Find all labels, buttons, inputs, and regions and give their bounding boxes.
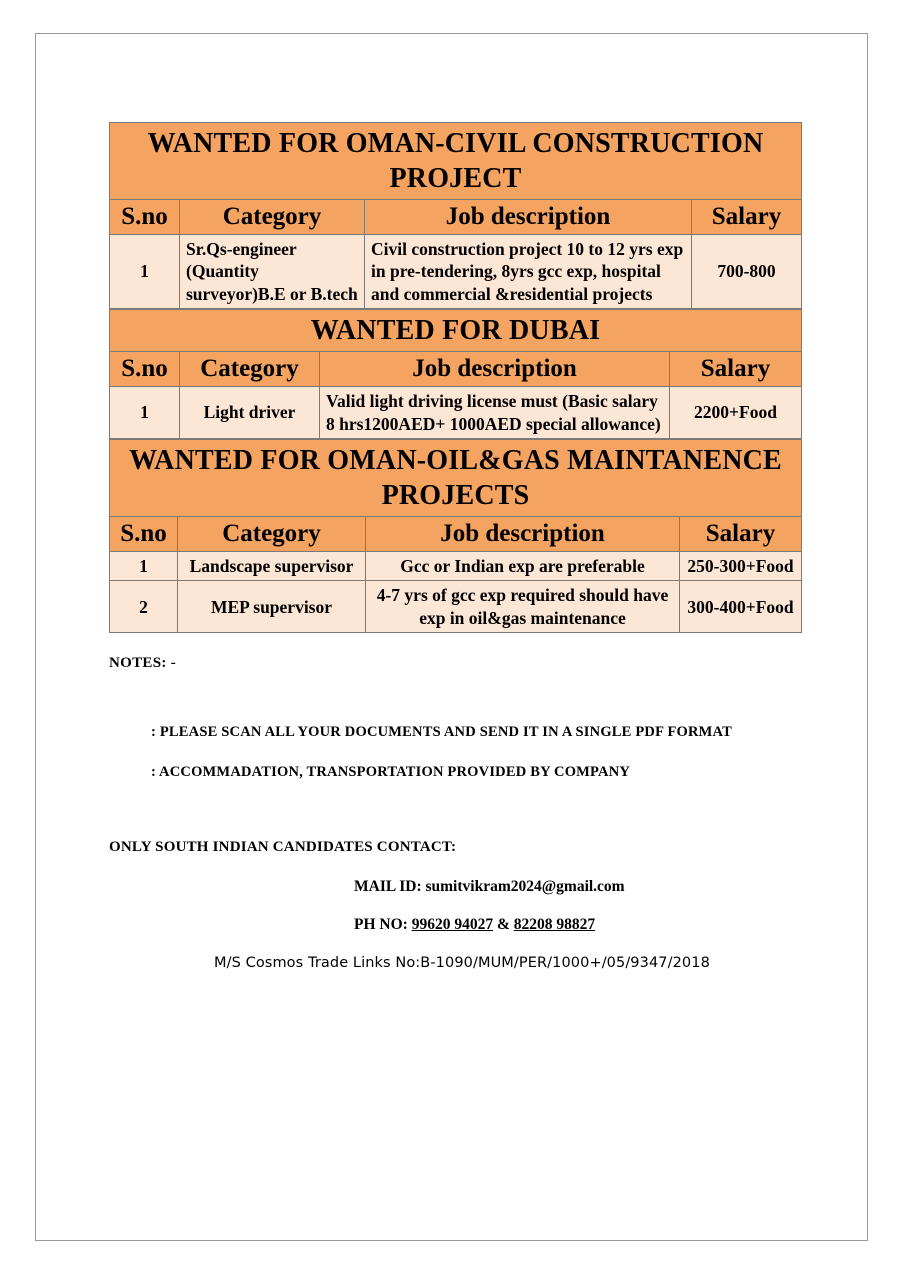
notes-label: NOTES: -	[109, 655, 176, 672]
column-header-sno: S.no	[110, 516, 178, 551]
table-banner-row	[110, 439, 802, 516]
contact-phone	[354, 916, 801, 934]
column-header-category: Category	[180, 200, 365, 235]
agency-license: M/S Cosmos Trade Links No:B-1090/MUM/PER/1000+/05/9347/2018	[214, 955, 710, 972]
cell-category: MEP supervisor	[178, 581, 366, 633]
column-header-category: Category	[178, 516, 366, 551]
phone-number-2: 82208 98827	[513, 916, 596, 934]
note-accommodation: : ACCOMMADATION, TRANSPORTATION PROVIDED BY COMPANY	[151, 764, 631, 781]
table-row	[110, 235, 802, 309]
cell-category: Landscape supervisor	[178, 551, 366, 580]
cell-description: Valid light driving license must (Basic salary 8 hrs1200AED+ 1000AED special allowance)	[320, 387, 670, 439]
table-row	[110, 387, 802, 439]
cell-sno: 1	[110, 551, 178, 580]
column-header-sno: S.no	[110, 352, 180, 387]
column-header-salary: Salary	[670, 352, 802, 387]
section-banner: WANTED FOR OMAN-CIVIL CONSTRUCTION PROJECT	[110, 123, 802, 200]
section-banner: WANTED FOR OMAN-OIL&GAS MAINTANENCE PROJECTS	[110, 439, 802, 516]
column-header-description: Job description	[365, 200, 692, 235]
phone-label: PH NO:	[354, 916, 412, 934]
column-header-category: Category	[180, 352, 320, 387]
column-header-salary: Salary	[680, 516, 802, 551]
document-page	[35, 33, 868, 1241]
cell-salary: 300-400+Food	[680, 581, 802, 633]
table-banner-row	[110, 123, 802, 200]
phone-number-1: 99620 94027	[411, 916, 494, 934]
cell-category: Light driver	[180, 387, 320, 439]
table-row	[110, 581, 802, 633]
table-header-row	[110, 352, 802, 387]
cell-description: 4-7 yrs of gcc exp required should have exp in oil&gas maintenance	[366, 581, 680, 633]
phone-separator: &	[493, 916, 514, 934]
table-header-row	[110, 200, 802, 235]
table-banner-row	[110, 310, 802, 352]
column-header-salary: Salary	[692, 200, 802, 235]
cell-sno: 2	[110, 581, 178, 633]
table-row	[110, 551, 802, 580]
cell-description: Civil construction project 10 to 12 yrs exp in pre-tendering, 8yrs gcc exp, hospital and commercial &residential projects	[365, 235, 692, 309]
mail-value: sumitvikram2024@gmail.com	[425, 878, 625, 896]
job-table-oman-oil-gas	[109, 439, 802, 633]
cell-category: Sr.Qs-engineer (Quantity surveyor)B.E or B.tech	[180, 235, 365, 309]
cell-salary: 250-300+Food	[680, 551, 802, 580]
cell-sno: 1	[110, 387, 180, 439]
section-banner: WANTED FOR DUBAI	[110, 310, 802, 352]
cell-sno: 1	[110, 235, 180, 309]
column-header-description: Job description	[320, 352, 670, 387]
job-table-oman-civil	[109, 122, 802, 309]
column-header-description: Job description	[366, 516, 680, 551]
cell-description: Gcc or Indian exp are preferable	[366, 551, 680, 580]
cell-salary: 700-800	[692, 235, 802, 309]
job-table-dubai	[109, 309, 802, 439]
contact-mail	[354, 878, 801, 896]
job-advertisement	[109, 122, 801, 971]
column-header-sno: S.no	[110, 200, 180, 235]
table-header-row	[110, 516, 802, 551]
mail-label: MAIL ID:	[354, 878, 426, 896]
note-documents: : PLEASE SCAN ALL YOUR DOCUMENTS AND SEND IT IN A SINGLE PDF FORMAT	[151, 724, 733, 741]
contact-heading: ONLY SOUTH INDIAN CANDIDATES CONTACT:	[109, 839, 457, 856]
cell-salary: 2200+Food	[670, 387, 802, 439]
